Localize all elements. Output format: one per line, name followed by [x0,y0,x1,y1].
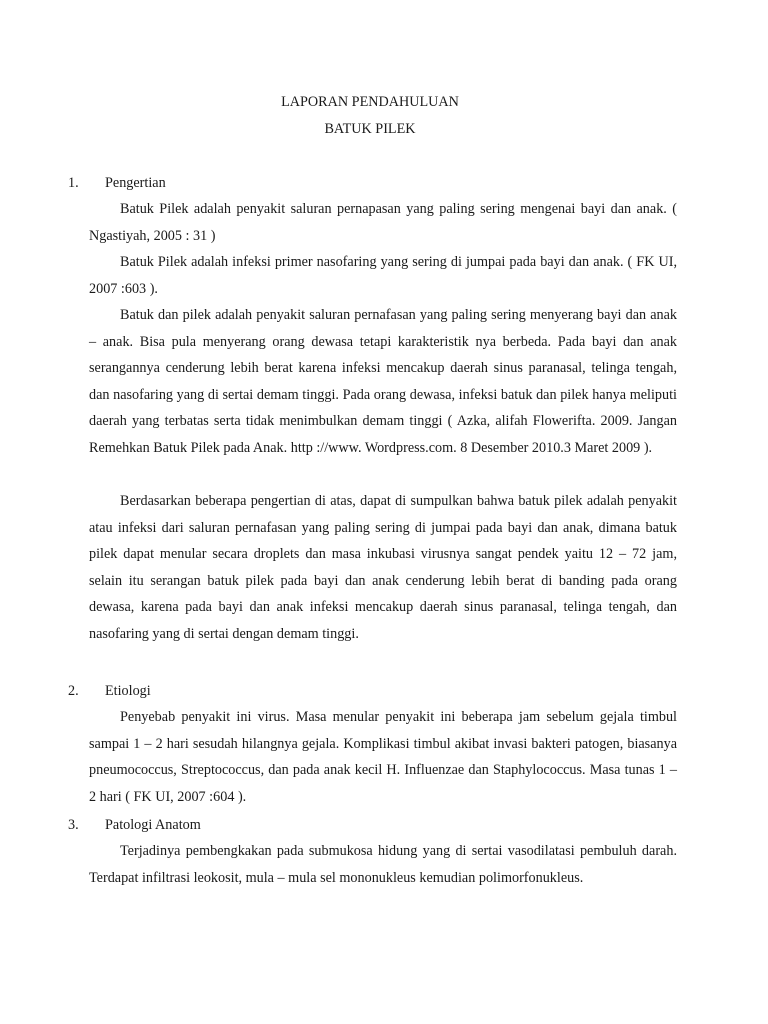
section-title: Pengertian [105,175,166,191]
section-title: Patologi Anatom [105,817,201,833]
paragraph: Batuk Pilek adalah infeksi primer nasofaring yang sering di jumpai pada bayi dan anak. ( FK UI, 2007 :603 ). [89,254,677,297]
paragraph: Batuk dan pilek adalah penyakit saluran pernafasan yang paling sering menyerang bayi dan anak – anak. Bisa pula menyerang orang dewasa tetapi karakteristik nya berbeda. Pada bayi dan anak serangannya cenderung lebih berat karena infeksi mencakup daerah sinus paranasal, telinga tengah, dan nasofaring yang di sertai demam tinggi. Pada orang dewasa, infeksi batuk dan pilek hanya meliputi daerah yang terbatas serta tidak menimbulkan demam tinggi ( Azka, alifah Flowerifta. 2009. Jangan Remehkan Batuk Pilek pada Anak. http ://www. Wordpress.com. 8 Desember 2010.3 Maret 2009 ). [89,307,677,456]
section-number: 3. [68,817,79,833]
paragraph: Berdasarkan beberapa pengertian di atas, dapat di sumpulkan bahwa batuk pilek adalah penyakit atau infeksi dari saluran pernafasan yang paling sering di jumpai pada bayi dan anak, dimana batuk pilek dapat menular secara droplets dan masa inkubasi virusnya sangat pendek yaitu 12 – 72 jam, selain itu serangan batuk pilek pada bayi dan anak cenderung lebih berat di banding pada orang dewasa, karena pada bayi dan anak infeksi mencakup daerah sinus paranasal, telinga tengah, dan nasofaring yang di sertai dengan demam tinggi. [89,493,677,642]
section-heading-pengertian [68,173,166,193]
paragraph: Terjadinya pembengkakan pada submukosa hidung yang di sertai vasodilatasi pembuluh darah. Terdapat infiltrasi leokosit, mula – mula sel mononukleus kemudian polimorfonukleus. [89,843,677,886]
section-title: Etiologi [105,683,151,699]
document-title: LAPORAN PENDAHULUAN [281,94,459,110]
section-heading-patologi-anatom [68,815,201,835]
section-heading-etiologi [68,681,151,701]
section-number: 2. [68,683,79,699]
paragraph: Penyebab penyakit ini virus. Masa menular penyakit ini beberapa jam sebelum gejala timbul sampai 1 – 2 hari sesudah hilangnya gejala. Komplikasi timbul akibat invasi bakteri patogen, biasanya pneumococcus, Streptococcus, dan pada anak kecil H. Influenzae dan Staphylococcus. Masa tunas 1 – 2 hari ( FK UI, 2007 :604 ). [89,709,677,805]
section-number: 1. [68,175,79,191]
document-subtitle: BATUK PILEK [324,121,416,137]
paragraph: Batuk Pilek adalah penyakit saluran pernapasan yang paling sering mengenai bayi dan anak. ( Ngastiyah, 2005 : 31 ) [89,201,677,244]
